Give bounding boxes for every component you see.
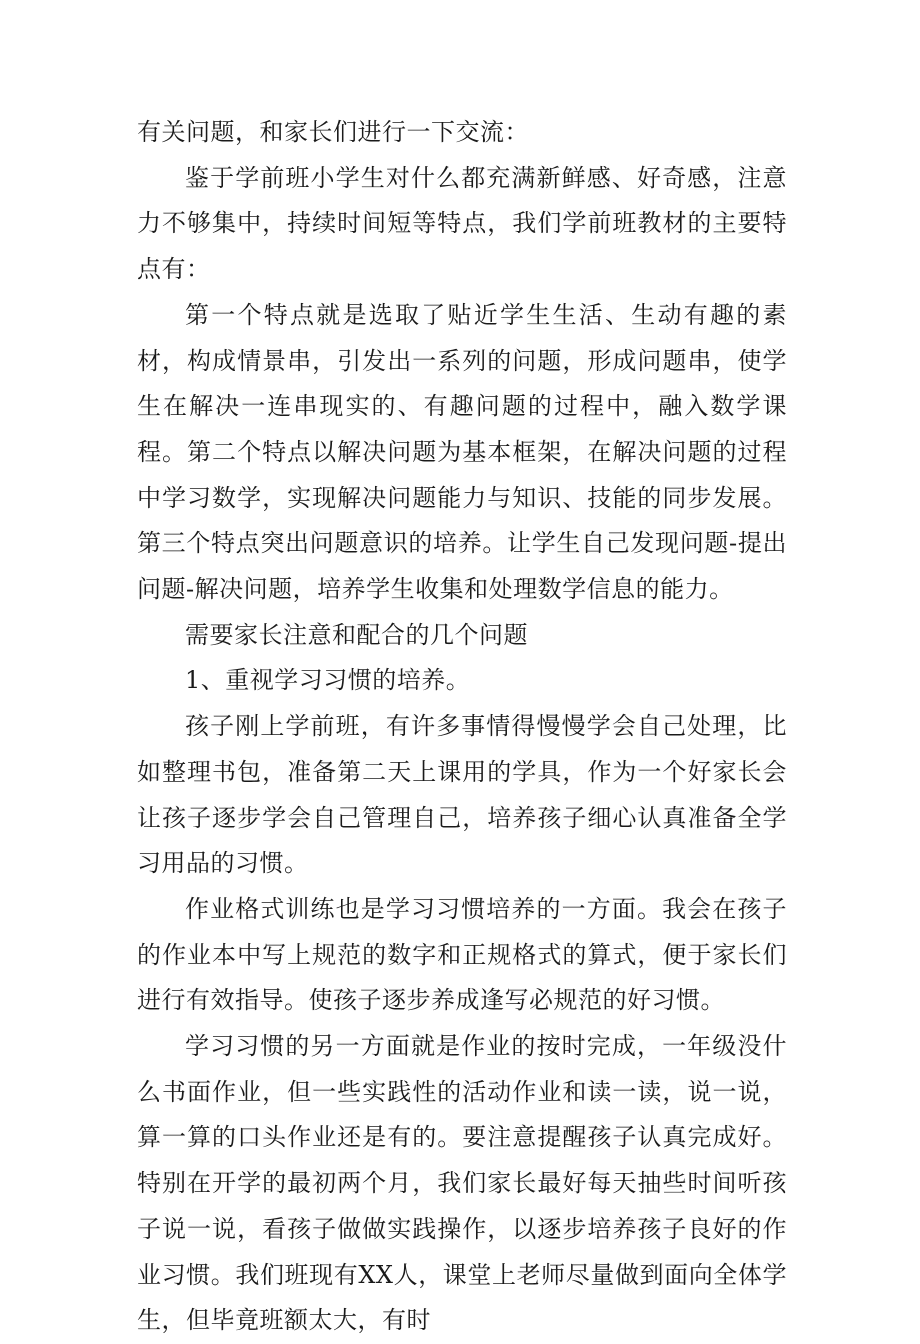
paragraph-4: 孩子刚上学前班，有许多事情得慢慢学会自己处理，比如整理书包，准备第二天上课用的学具，作为一个好家长会让孩子逐步学会自己管理自己，培养孩子细心认真准备全学习用品的习惯。	[137, 712, 787, 878]
paragraph-6: 学习习惯的另一方面就是作业的按时完成，一年级没什么书面作业，但一些实践性的活动作业和读一读，说一说，算一算的口头作业还是有的。要注意提醒孩子认真完成好。特别在开学的最初两个月，我们家长最好每天抽些时间听孩子说一说，看孩子做做实践操作，以逐步培养孩子良好的作业习惯。我们班现有XX人，课堂上老师尽量做到面向全体学生，但毕竟班额太大，有时	[137, 1032, 787, 1335]
paragraph-1: 有关问题，和家长们进行一下交流：	[137, 118, 529, 146]
paragraph-2: 鉴于学前班小学生对什么都充满新鲜感、好奇感，注意力不够集中，持续时间短等特点，我们学前班教材的主要特点有：	[137, 163, 787, 284]
document-body	[137, 110, 787, 1344]
paragraph-3: 第一个特点就是选取了贴近学生生活、生动有趣的素材，构成情景串，引发出一系列的问题，形成问题串，使学生在解决一连串现实的、有趣问题的过程中，融入数学课程。第二个特点以解决问题为基本框架，在解决问题的过程中学习数学，实现解决问题能力与知识、技能的同步发展。第三个特点突出问题意识的培养。让学生自己发现问题-提出问题-解决问题，培养学生收集和处理数学信息的能力。	[137, 300, 787, 604]
section-heading: 需要家长注意和配合的几个问题	[185, 620, 528, 649]
subheading-1: 1、重视学习习惯的培养。	[185, 666, 471, 695]
paragraph-5: 作业格式训练也是学习习惯培养的一方面。我会在孩子的作业本中写上规范的数字和正规格式的算式，便于家长们进行有效指导。使孩子逐步养成逢写必规范的好习惯。	[137, 894, 787, 1015]
